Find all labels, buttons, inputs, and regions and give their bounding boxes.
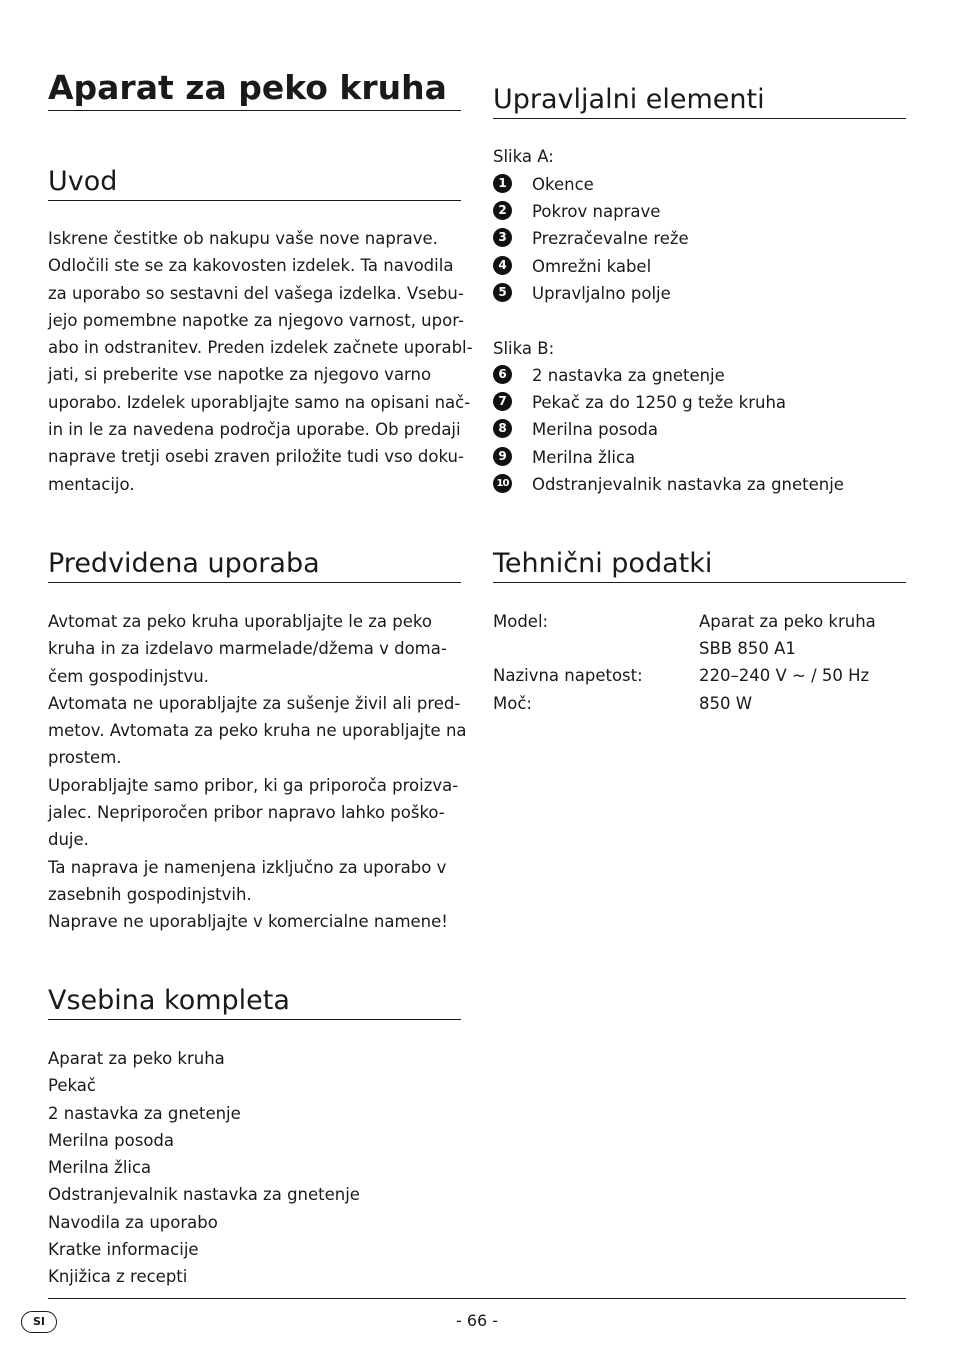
list-item: 2 nastavka za gnetenje [48,1103,241,1123]
number-badge-icon: 2 [493,201,512,220]
spec-label: Model: [493,612,549,631]
text-line: kruha in za izdelavo marmelade/džema v doma- [48,639,447,659]
control-item [493,198,660,225]
list-item: Odstranjevalnik nastavka za gnetenje [48,1185,360,1205]
list-item: Pekač [48,1076,96,1096]
control-item [493,362,725,389]
section-title-predvidena-uporaba: Predvidena uporaba [48,546,461,583]
footer-divider [48,1298,906,1299]
text-line: zasebnih gospodinjstvih. [48,884,252,904]
text-line: Avtomata ne uporabljajte za sušenje živil ali pred- [48,693,461,713]
control-item [493,280,671,307]
control-item [493,171,594,198]
text-line: jejo pomembne napotke za njegovo varnost, upor- [48,310,464,330]
list-item: Navodila za uporabo [48,1212,218,1232]
control-item [493,471,844,498]
number-badge-icon: 1 [493,174,512,193]
control-item-label: 2 nastavka za gnetenje [532,366,725,385]
text-line: Odločili ste se za kakovosten izdelek. Ta navodila [48,256,454,276]
text-line: jati, si preberite vse napotke za njegovo varno [48,365,432,385]
list-item: Knjižica z recepti [48,1267,188,1287]
section-title-vsebina-kompleta: Vsebina kompleta [48,983,461,1020]
control-item-label: Odstranjevalnik nastavka za gnetenje [532,475,844,494]
spec-value: SBB 850 A1 [699,639,796,658]
control-item [493,225,689,252]
spec-value: 220–240 V ~ / 50 Hz [699,666,870,685]
text-line: jalec. Nepriporočen pribor napravo lahko poško- [48,803,445,823]
control-item-label: Merilna posoda [532,420,658,439]
section-title-upravljalni-elementi: Upravljalni elementi [493,82,906,119]
page-title: Aparat za peko kruha [48,66,461,111]
page-number: - 66 - [455,1311,499,1330]
text-line: Avtomat za peko kruha uporabljajte le za peko [48,612,432,631]
number-badge-icon: 4 [493,256,512,275]
text-line: prostem. [48,748,122,768]
control-item-label: Pekač za do 1250 g teže kruha [532,393,787,412]
number-badge-icon: 5 [493,283,512,302]
slika-a-label: Slika A: [493,147,554,166]
vsebina-kompleta-list [48,1045,461,1291]
spec-value: Aparat za peko kruha [699,612,876,631]
list-item: Merilna žlica [48,1158,152,1178]
text-line: Iskrene čestitke ob nakupu vaše nove naprave. [48,229,438,248]
spec-value: 850 W [699,694,753,713]
control-item-label: Pokrov naprave [532,202,661,221]
number-badge-icon: 10 [493,474,512,493]
control-item-label: Merilna žlica [532,448,636,467]
text-line: uporabo. Izdelek uporabljajte samo na opisani nač- [48,392,471,412]
text-line: metov. Avtomata za peko kruha ne uporabljajte na [48,721,467,741]
control-item-label: Prezračevalne reže [532,229,689,248]
text-line: Ta naprava je namenjena izključno za uporabo v [48,857,447,877]
text-line: za uporabo so sestavni del vašega izdelka. Vsebu- [48,283,464,303]
list-item: Merilna posoda [48,1130,174,1150]
text-line: Naprave ne uporabljajte v komercialne namene! [48,912,448,932]
control-item [493,416,658,443]
section-title-uvod: Uvod [48,164,461,201]
control-item [493,444,635,471]
text-line: mentacijo. [48,474,135,494]
text-line: čem gospodinjstvu. [48,666,209,686]
text-line: in in le za navedena področja uporabe. Ob predaji [48,420,461,440]
text-line: naprave tretji osebi zraven priložite tudi vso doku- [48,447,464,467]
spec-label: Nazivna napetost: [493,666,643,685]
list-item: Kratke informacije [48,1240,199,1260]
control-item [493,253,651,280]
list-item: Aparat za peko kruha [48,1049,225,1068]
slika-b-label: Slika B: [493,339,555,358]
control-item-label: Okence [532,175,594,194]
number-badge-icon: 3 [493,228,512,247]
control-item [493,389,786,416]
number-badge-icon: 9 [493,447,512,466]
number-badge-icon: 7 [493,392,512,411]
text-line: duje. [48,830,89,850]
uvod-text [48,225,473,498]
control-item-label: Upravljalno polje [532,284,671,303]
control-item-label: Omrežni kabel [532,257,652,276]
predvidena-uporaba-text [48,608,467,936]
number-badge-icon: 6 [493,365,512,384]
text-line: Uporabljajte samo pribor, ki ga priporoča proizva- [48,775,459,795]
section-title-tehnicni-podatki: Tehnični podatki [493,546,906,583]
spec-label: Moč: [493,694,532,713]
language-badge: SI [21,1311,57,1333]
number-badge-icon: 8 [493,419,512,438]
text-line: abo in odstranitev. Preden izdelek začnete uporabl- [48,338,473,358]
